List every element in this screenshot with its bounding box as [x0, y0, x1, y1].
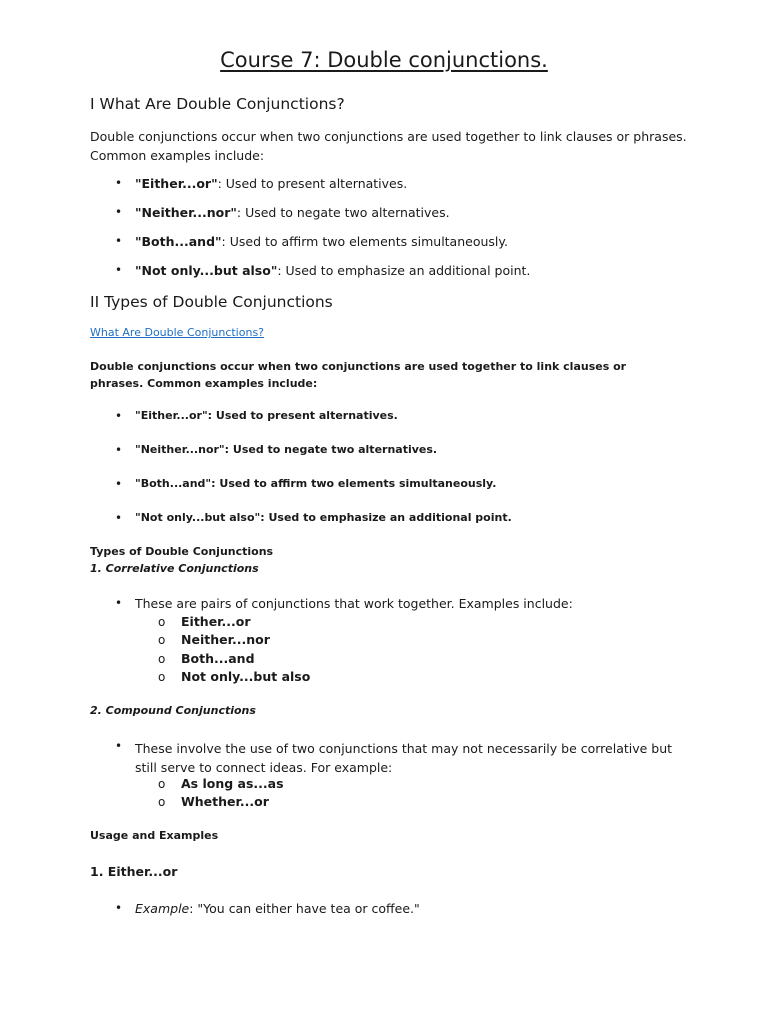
bullet-dot: •: [115, 511, 123, 525]
sub-bullet: o: [158, 670, 166, 684]
section1-intro: Double conjunctions occur when two conjunctions are used together to link clauses or phrases. Common examples include:: [90, 129, 687, 163]
list-item: "Neither...nor": Used to negate two alternatives.: [135, 443, 438, 456]
section2-intro: Double conjunctions occur when two conjunctions are used together to link clauses or phrases. Common examples include:: [90, 360, 627, 390]
example-line: Example: "You can either have tea or coffee.": [135, 901, 420, 916]
bullet-dot: •: [115, 477, 123, 491]
bullet-dot: •: [115, 234, 123, 248]
compound-heading: 2. Compound Conjunctions: [90, 704, 256, 717]
bullet-dot: •: [115, 263, 123, 277]
bullet-dot: •: [115, 739, 123, 753]
sub-bullet: o: [158, 615, 166, 629]
bullet-dot: •: [115, 176, 123, 190]
sub-bullet: o: [158, 795, 166, 809]
sub-list-item: Neither...nor: [181, 632, 270, 647]
sub-list-item: Both...and: [181, 651, 255, 666]
either-heading: 1. Either...or: [90, 864, 178, 879]
usage-heading: Usage and Examples: [90, 829, 219, 842]
document-title: Course 7: Double conjunctions.: [220, 48, 548, 72]
compound-text: These involve the use of two conjunctions that may not necessarily be correlative but still serve to connect ideas. For example:: [135, 741, 673, 775]
section2-heading: II Types of Double Conjunctions: [90, 293, 333, 311]
list-item: "Either...or": Used to present alternatives.: [135, 176, 408, 191]
bullet-dot: •: [115, 409, 123, 423]
bullet-dot: •: [115, 901, 123, 915]
list-item: "Neither...nor": Used to negate two alternatives.: [135, 205, 450, 220]
correlative-text: These are pairs of conjunctions that work together. Examples include:: [135, 596, 573, 611]
sub-list-item: Either...or: [181, 614, 251, 629]
bullet-dot: •: [115, 205, 123, 219]
types-heading: Types of Double Conjunctions: [90, 545, 274, 558]
list-item: "Either...or": Used to present alternatives.: [135, 409, 398, 422]
list-item: "Not only...but also": Used to emphasize an additional point.: [135, 263, 531, 278]
sub-list-item: Not only...but also: [181, 669, 311, 684]
sub-list-item: As long as...as: [181, 776, 284, 791]
sub-list-item: Whether...or: [181, 794, 269, 809]
section1-heading: I What Are Double Conjunctions?: [90, 95, 345, 113]
list-item: "Not only...but also": Used to emphasize an additional point.: [135, 511, 512, 524]
bullet-dot: •: [115, 443, 123, 457]
correlative-heading: 1. Correlative Conjunctions: [90, 562, 259, 575]
sub-bullet: o: [158, 652, 166, 666]
list-item: "Both...and": Used to affirm two elements simultaneously.: [135, 234, 508, 249]
sub-bullet: o: [158, 777, 166, 791]
list-item: "Both...and": Used to affirm two elements simultaneously.: [135, 477, 497, 490]
bullet-dot: •: [115, 596, 123, 610]
sub-bullet: o: [158, 633, 166, 647]
section-link[interactable]: What Are Double Conjunctions?: [90, 326, 265, 339]
